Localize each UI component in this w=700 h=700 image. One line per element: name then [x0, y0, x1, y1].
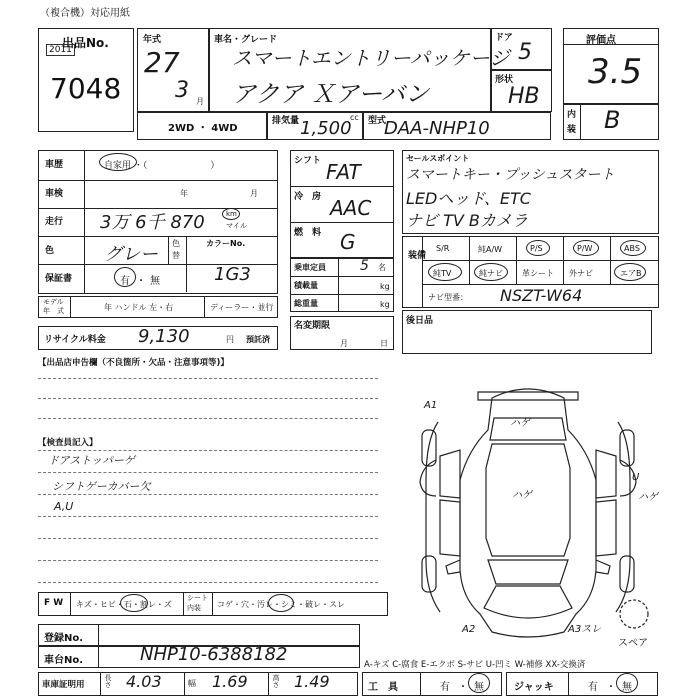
load-unit: kg: [380, 282, 390, 291]
shift-value: FAT: [326, 160, 361, 184]
diagram-mark-hage-rear: ハゲ: [510, 418, 530, 429]
lot-number: 7048: [50, 72, 122, 105]
fuel-value: G: [340, 230, 356, 254]
displacement-label: 排気量: [272, 116, 300, 126]
year-month-unit: 月: [196, 97, 204, 106]
history-label: 車歴: [45, 160, 64, 170]
vehicle-label: 車名・グレード: [214, 35, 278, 45]
equip-navi-circle: [474, 263, 508, 281]
diagram-mark-u: U: [632, 472, 640, 483]
recycle-value: 9,130: [138, 326, 190, 347]
car-damage-diagram: [400, 370, 670, 660]
fw-circle: [120, 594, 148, 612]
year-label: 年式: [143, 35, 162, 45]
gross-unit: kg: [380, 300, 390, 309]
color-label: 色: [45, 246, 55, 256]
seller-notes-label: 【出品店申告欄（不良箇所・欠品・注意事項等)】: [38, 358, 229, 368]
diagram-mark-hage-side: ハゲ: [638, 492, 658, 503]
legend-text: A-キズ C-腐食 E-エクボ S-サビ U-凹ミ W-補修 XX-交換済: [364, 660, 586, 670]
door-value: 5: [518, 40, 532, 65]
jack-no: 無: [622, 682, 632, 693]
tools-yes: 有: [440, 682, 450, 693]
score-value: 3.5: [588, 52, 643, 92]
diagram-mark-a2: A2: [462, 624, 476, 635]
lot-label: 出品No.: [62, 36, 109, 50]
registration-box: [38, 624, 360, 646]
equip-sr: S/R: [436, 244, 450, 253]
inspector-line-1: ドアストッパーゲ: [48, 454, 135, 467]
interior-label-1: 内: [567, 110, 577, 120]
certificate-length: 4.03: [126, 672, 162, 691]
sales-point-2: LEDヘッド、ETC: [406, 189, 531, 208]
drive-text: 2WD ・ 4WD: [168, 123, 238, 134]
diagram-mark-hage-roof: ハゲ: [512, 490, 532, 501]
inspection-month-unit: 月: [250, 189, 258, 198]
equip-airbag-circle: [614, 263, 646, 281]
inspector-line-2: シフトゲーカバー欠: [52, 480, 151, 493]
inspection-year-unit: 年: [180, 189, 188, 198]
vehicle-name: アクア Ｘアーバン: [232, 80, 429, 108]
tools-no-circle: [468, 673, 490, 693]
model-year-label-1: モデル: [43, 298, 64, 306]
mileage-value: 3万 6千 870: [100, 212, 205, 233]
equip-tv-circle: [428, 263, 462, 281]
tools-label: 工 具: [368, 682, 398, 693]
recycle-label: リサイクル料金: [44, 335, 106, 345]
equip-navi: 純ナビ: [479, 269, 503, 278]
color-number: 1G3: [214, 264, 251, 285]
fuel-label: 燃 料: [294, 228, 322, 238]
mileage-unit-mile: マイル: [226, 222, 247, 230]
displacement-unit: cc: [350, 113, 359, 122]
equip-ps-circle: [526, 240, 550, 256]
color-number-label: カラーNo.: [206, 239, 246, 248]
model-year-dealer: ディーラー・並行: [210, 303, 274, 312]
ac-value: AAC: [330, 196, 372, 220]
warranty-yes-circle: [114, 267, 136, 287]
gross-label: 総重量: [294, 299, 318, 308]
jack-label: ジャッキ: [514, 682, 554, 693]
equip-airbag: エアB: [620, 269, 642, 278]
equip-leather: 革シート: [522, 269, 554, 278]
chassis-label: 車台No.: [44, 655, 84, 666]
recycle-deposit: 預託済: [246, 335, 270, 344]
equip-ps: P/S: [530, 244, 543, 253]
color-value: グレー: [104, 244, 158, 265]
deadline-month-unit: 月: [340, 339, 348, 348]
mileage-km-circle: [222, 208, 240, 220]
fw-seat-1: シート: [187, 594, 208, 602]
ac-label: 冷 房: [294, 192, 322, 202]
sales-points-label: セールスポイント: [406, 154, 470, 163]
fw-items: キズ・ヒビ・石・割レ・ズ: [76, 600, 172, 609]
model-year-handle: 年 ハンドル 左・右: [104, 303, 174, 312]
sales-point-1: スマートキー・プッシュスタート: [406, 167, 615, 183]
model-year-label-2: 年 式: [43, 307, 64, 315]
load-label: 積載量: [294, 281, 318, 290]
score-label: 評価点: [586, 35, 616, 46]
displacement-value: 1,500: [300, 118, 352, 139]
recycle-unit: 円: [226, 335, 234, 344]
navi-model: NSZT-W64: [500, 286, 583, 305]
equip-abs: ABS: [624, 244, 640, 253]
equip-abs-circle: [620, 240, 646, 256]
jack-no-circle: [616, 673, 638, 693]
year-value: 27: [144, 46, 180, 79]
equip-tv: 純TV: [433, 269, 452, 278]
certificate-length-label: 長さ: [104, 674, 112, 688]
year-month: 3: [175, 78, 189, 103]
fw-label: F W: [44, 598, 64, 608]
equip-ext-navi: 外ナビ: [569, 269, 593, 278]
certificate-height-label: 高さ: [272, 674, 280, 688]
color-change-2: 替: [172, 251, 180, 260]
capacity-label: 乗車定員: [294, 263, 326, 272]
model-code-label: 型式: [368, 116, 387, 126]
diagram-mark-a1: A1: [424, 400, 438, 411]
door-label: ドア: [495, 33, 513, 43]
jack-yes: 有: [588, 682, 598, 693]
mileage-label: 走行: [45, 217, 64, 227]
vehicle-grade: スマートエントリーパッケージ: [232, 46, 510, 70]
fw-seat-circle: [268, 594, 294, 612]
warranty-no: 無: [150, 276, 160, 287]
after-sale-box: [402, 310, 652, 354]
tools-no: 無: [474, 682, 484, 693]
certificate-width: 1.69: [212, 672, 248, 691]
navi-model-label: ナビ型番：: [428, 293, 468, 302]
certificate-height: 1.49: [294, 672, 330, 691]
interior-value: B: [604, 106, 621, 134]
chassis-value: NHP10-6388182: [140, 644, 288, 665]
shape-label: 形状: [495, 75, 514, 85]
lot-year-tag: 2011: [46, 44, 75, 56]
color-change-1: 色: [172, 239, 180, 248]
inspection-label: 車検: [45, 189, 64, 199]
deadline-label: 名変期限: [294, 321, 331, 331]
shift-label: シフト: [294, 156, 322, 166]
registration-label: 登録No.: [44, 633, 84, 644]
diagram-mark-a3: A3スレ: [568, 624, 602, 635]
mileage-unit-km: km: [226, 210, 237, 218]
inspector-notes-label: 【検査員記入】: [38, 438, 98, 448]
fw-seat-2: 内装: [187, 604, 201, 612]
after-sale-label: 後日品: [406, 316, 434, 326]
diagram-spare-label: スペア: [618, 638, 648, 649]
deadline-day-unit: 日: [380, 339, 388, 348]
warranty-label: 保証書: [45, 274, 73, 284]
equip-pw-circle: [573, 240, 599, 256]
history-options: 自家用 ・（ ）: [104, 161, 220, 171]
shape-value: HB: [508, 84, 540, 109]
equip-alloy: 純A/W: [478, 245, 503, 254]
certificate-label: 車庫証明用: [42, 680, 85, 690]
capacity-unit: 名: [378, 263, 386, 272]
fw-seat-items: コゲ・穴・汚レ・シミ・破レ・スレ: [217, 600, 345, 609]
model-code-value: DAA-NHP10: [384, 118, 490, 139]
equip-pw: P/W: [577, 244, 593, 253]
inspector-line-3: A,U: [54, 500, 74, 513]
equipment-label: 装備: [408, 251, 427, 261]
capacity-value: 5: [360, 258, 369, 274]
sales-point-3: ナビ TV Bカメラ: [406, 211, 528, 230]
warranty-yes: 有: [120, 276, 130, 287]
header-text: （複合機）対応用紙: [40, 8, 130, 19]
history-circle: [99, 153, 137, 171]
interior-label-2: 装: [567, 125, 577, 135]
certificate-width-label: 幅: [188, 679, 196, 688]
